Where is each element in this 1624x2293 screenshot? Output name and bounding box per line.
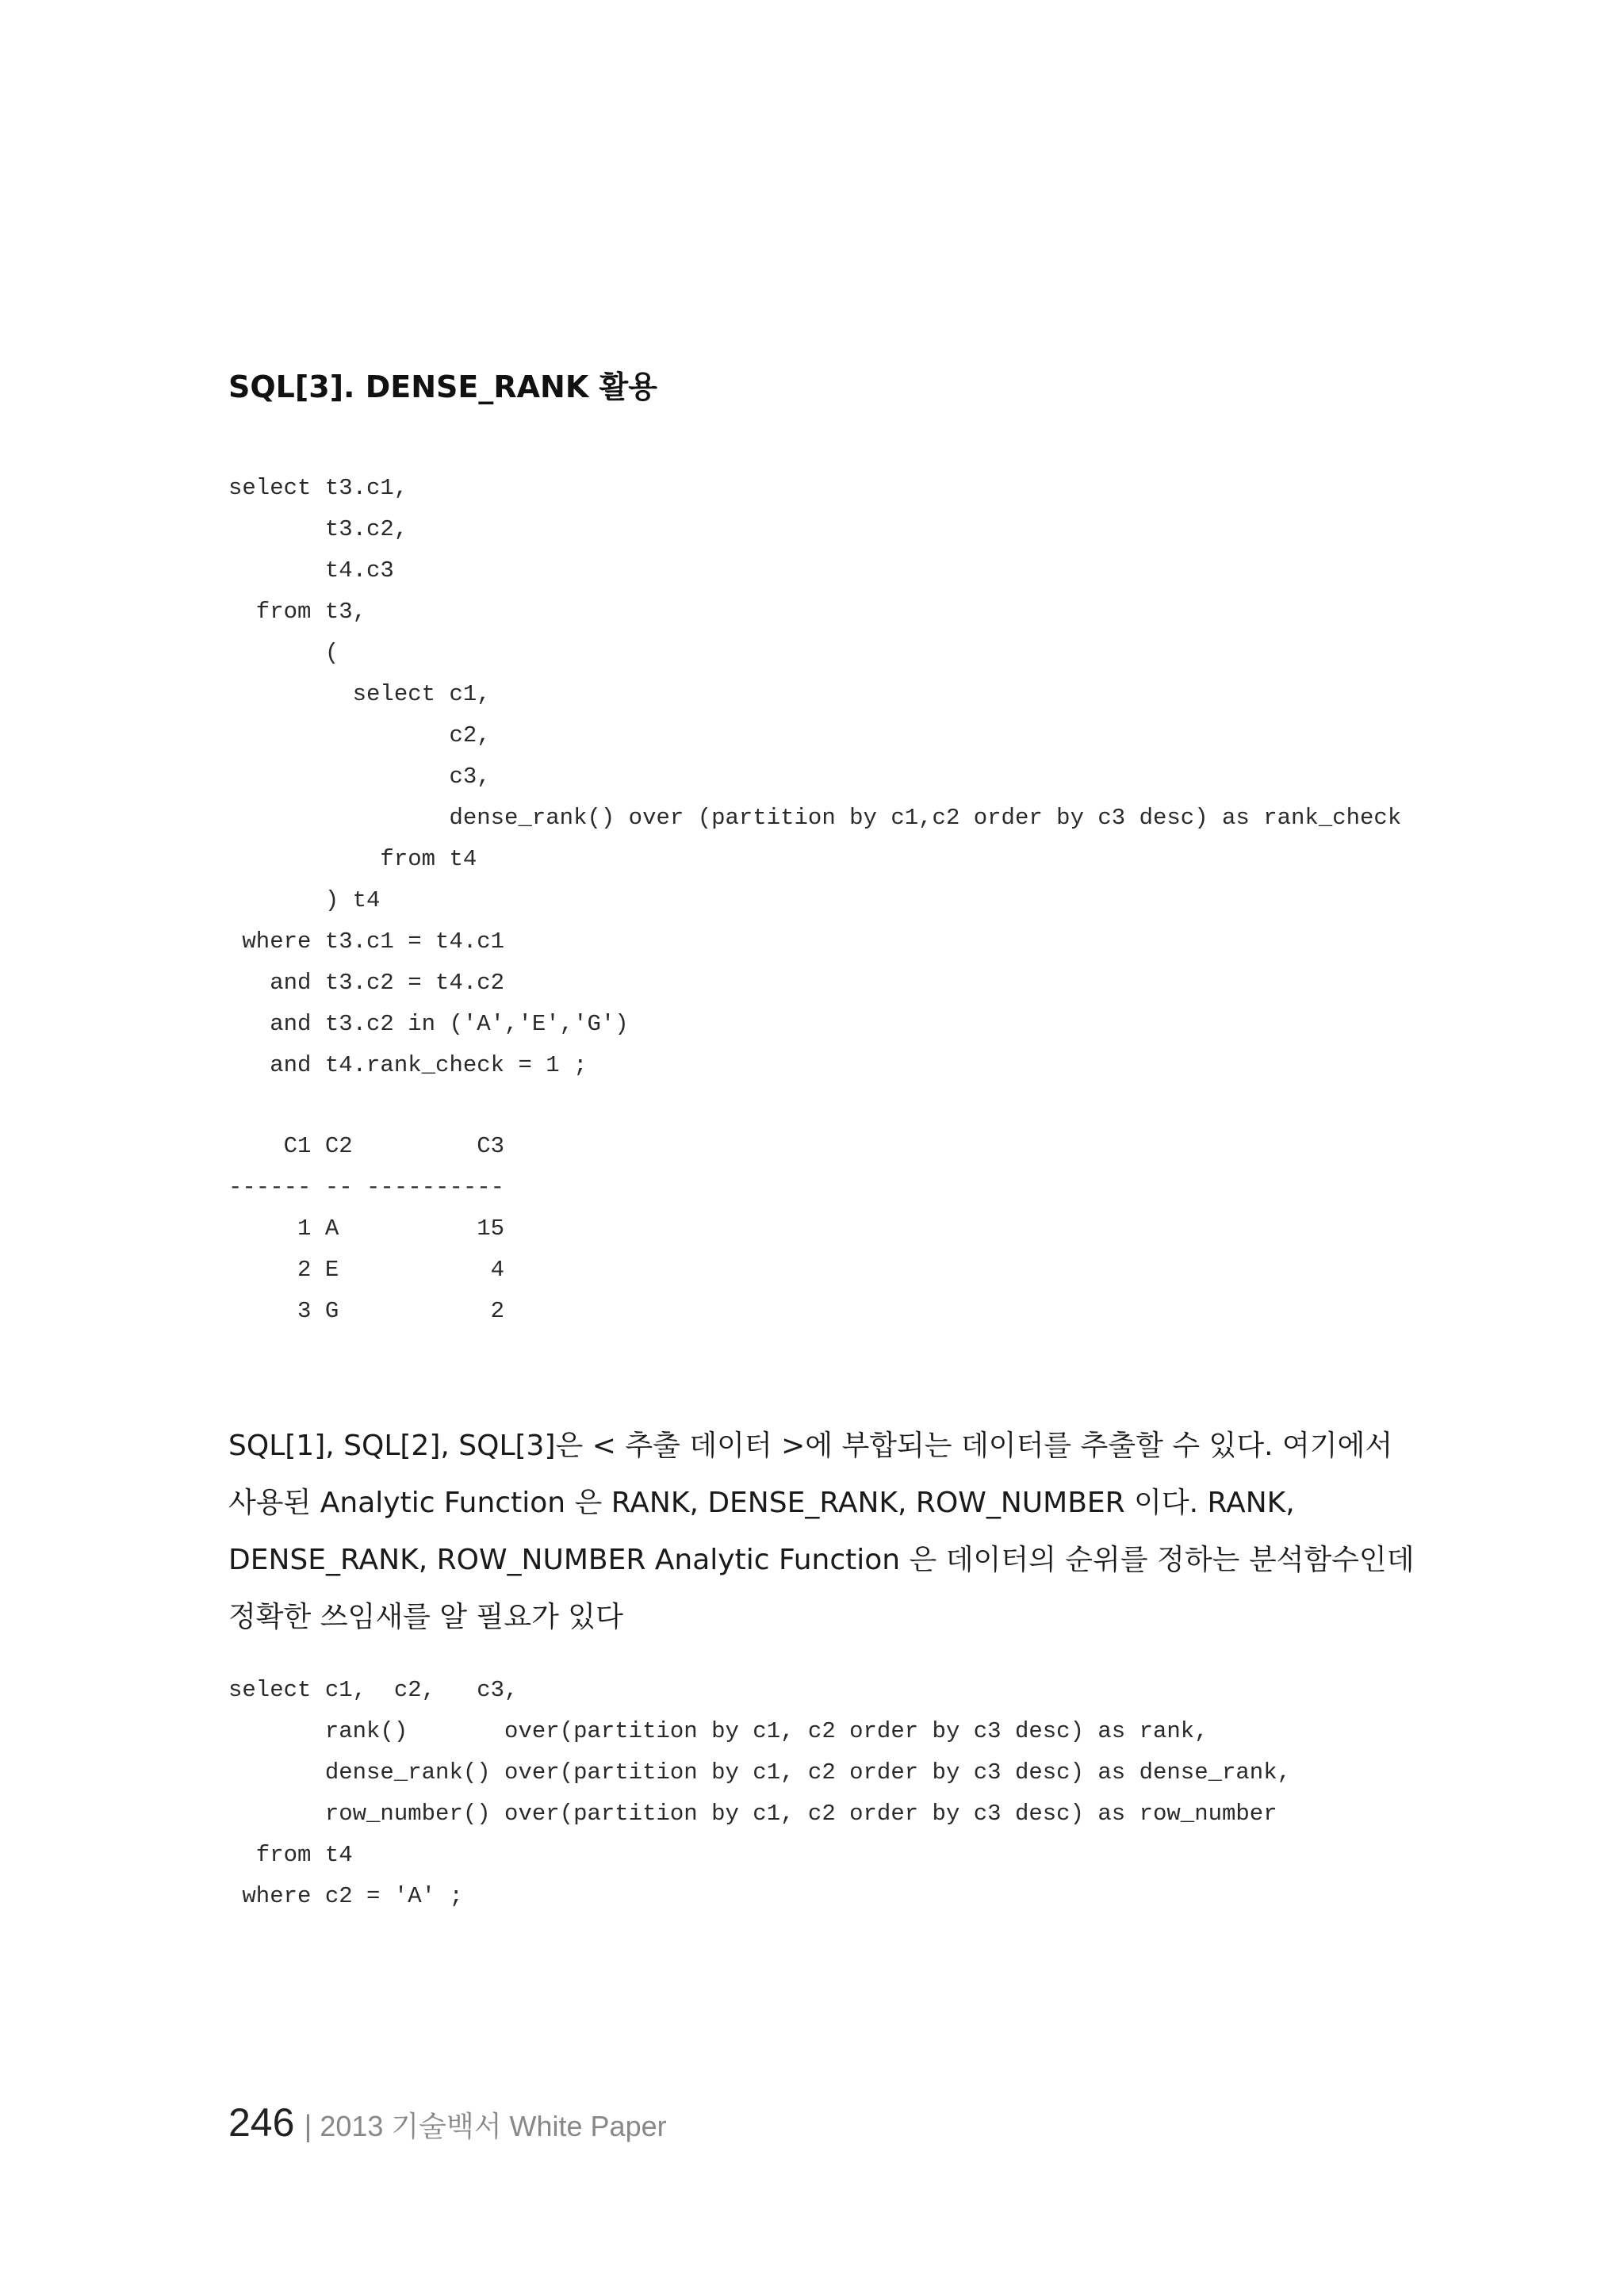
paragraph-line: 정확한 쓰임새를 알 필요가 있다 — [228, 1601, 623, 1633]
code-line: ) t4 — [228, 887, 381, 913]
code-line: ( — [228, 640, 339, 666]
code-line: from t4 — [228, 846, 477, 872]
code-line: c2, — [228, 722, 491, 748]
sql-code-block-dense-rank — [228, 468, 1401, 1086]
footer-title: 2013 기술백서 White Paper — [320, 2110, 667, 2142]
query-result-block — [228, 1126, 504, 1332]
code-line: t4.c3 — [228, 557, 394, 584]
page-footer — [228, 2100, 667, 2146]
result-row: 3 G 2 — [228, 1298, 505, 1324]
page-number: 246 — [228, 2100, 295, 2145]
result-header: C1 C2 C3 — [228, 1133, 505, 1159]
code-line: where t3.c1 = t4.c1 — [228, 928, 505, 955]
code-line: select c1, — [228, 681, 491, 707]
code-line: select t3.c1, — [228, 475, 408, 501]
result-row: 2 E 4 — [228, 1257, 505, 1283]
paragraph-line: 사용된 Analytic Function 은 RANK, DENSE_RANK, ROW_NUMBER 이다. RANK, — [228, 1487, 1295, 1519]
code-line: c3, — [228, 764, 491, 790]
result-row: 1 A 15 — [228, 1215, 505, 1242]
code-line: from t4 — [228, 1842, 353, 1868]
code-line: select c1, c2, c3, — [228, 1677, 519, 1703]
paragraph-line: DENSE_RANK, ROW_NUMBER Analytic Function 은 데이터의 순위를 정하는 분석함수인데 — [228, 1544, 1415, 1576]
code-line: row_number() over(partition by c1, c2 order by c3 desc) as row_number — [228, 1801, 1277, 1827]
section-heading: SQL[3]. DENSE_RANK 활용 — [228, 369, 657, 404]
code-line: from t3, — [228, 599, 367, 625]
code-line: and t3.c2 = t4.c2 — [228, 970, 505, 996]
footer-separator: | — [304, 2110, 312, 2143]
code-line: t3.c2, — [228, 516, 408, 542]
code-line: and t4.rank_check = 1 ; — [228, 1052, 588, 1078]
code-line: where c2 = 'A' ; — [228, 1883, 463, 1909]
code-line: dense_rank() over(partition by c1, c2 order by c3 desc) as dense_rank, — [228, 1759, 1292, 1786]
explanation-paragraph — [228, 1418, 1415, 1646]
result-divider: ------ -- ---------- — [228, 1174, 505, 1200]
code-line: dense_rank() over (partition by c1,c2 order by c3 desc) as rank_check — [228, 805, 1402, 831]
code-line: and t3.c2 in ('A','E','G') — [228, 1011, 629, 1037]
code-line: rank() over(partition by c1, c2 order by c3 desc) as rank, — [228, 1718, 1208, 1744]
sql-code-block-analytic-functions — [228, 1670, 1291, 1917]
paragraph-line: SQL[1], SQL[2], SQL[3]은 < 추출 데이터 >에 부합되는 데이터를 추출할 수 있다. 여기에서 — [228, 1430, 1393, 1462]
